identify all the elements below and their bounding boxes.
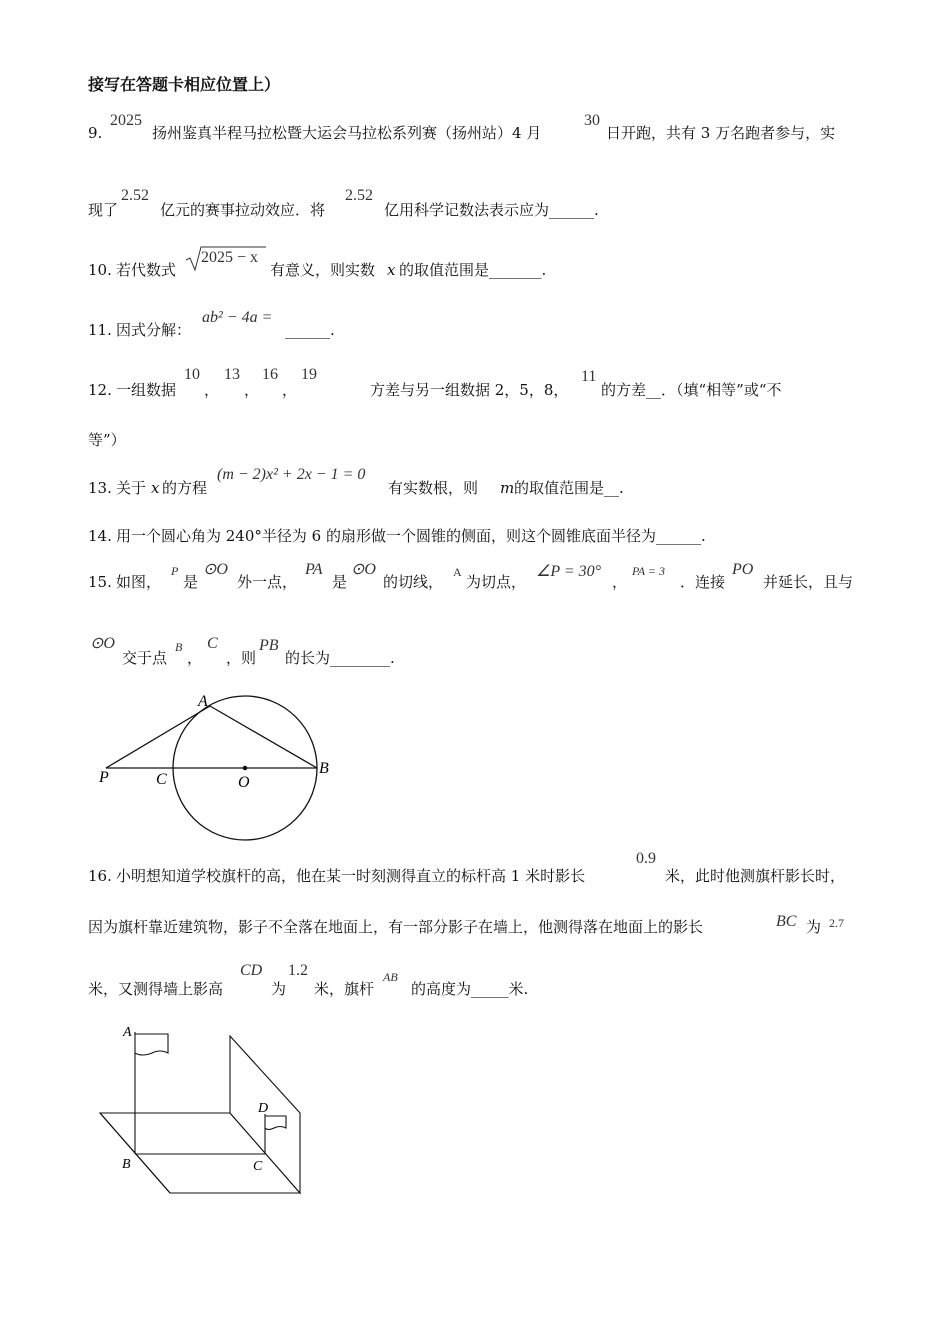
q13-number: 13.	[88, 479, 112, 497]
q12-data-16: 16	[262, 366, 278, 383]
q12-number: 12.	[88, 381, 112, 399]
q11-math-expression: ab² − 4a =	[202, 309, 273, 326]
q15-text-4: 是	[332, 573, 348, 591]
q13-var-x: x	[151, 479, 160, 497]
q16-text-7: 米，旗杆	[314, 980, 375, 998]
q16-math-0-9: 0.9	[636, 850, 656, 867]
q15-math-B: B	[175, 640, 183, 654]
q9-math-2025: 2025	[110, 112, 142, 129]
q15-comma-2: ，	[187, 649, 203, 667]
q9-text-5: 亿用科学记数法表示应为______.	[384, 201, 599, 219]
label-A: A	[123, 1025, 132, 1040]
q12-data-10: 10	[184, 366, 200, 383]
q9-text-2: 日开跑，共有 3 万名跑者参与，实	[606, 124, 836, 142]
q13-text-2: 的方程	[162, 479, 208, 497]
q13-text-1: 关于	[116, 479, 147, 497]
q15-text-10: ，则	[226, 649, 257, 667]
q9-math-30: 30	[584, 112, 600, 129]
q9-number: 9.	[88, 124, 103, 142]
q16-number: 16.	[88, 867, 112, 885]
q15-text-1: 如图，	[116, 573, 162, 591]
chord-AB	[210, 706, 317, 768]
q12-text-2: 方差与另一组数据 2，5，8，	[370, 381, 569, 399]
q12-comma-2: ，	[244, 381, 260, 399]
q15-math-P: P	[171, 564, 179, 578]
q15-math-angle-P: ∠P = 30°	[536, 563, 602, 580]
q16-text-8: 的高度为_____米.	[411, 980, 529, 998]
q15-math-PA: PA	[305, 561, 323, 578]
q16-flagpole-figure	[90, 1018, 310, 1200]
q16-math-CD: CD	[240, 962, 263, 979]
label-O: O	[238, 774, 250, 791]
q11-text-1: 因式分解：	[116, 321, 192, 339]
label-A: A	[198, 693, 208, 710]
q16-math-2-7: 2.7	[829, 916, 844, 930]
q9-math-2-52-b: 2.52	[345, 187, 373, 204]
label-C: C	[156, 771, 167, 788]
q15-math-circle-O-3: ⊙O	[90, 635, 115, 652]
q16-text-2: 米，此时他测旗杆影长时，	[665, 867, 846, 885]
q12-data-13: 13	[224, 366, 240, 383]
center-point	[243, 766, 248, 771]
q13-var-m: m	[500, 479, 515, 497]
q12-data-19: 19	[301, 366, 317, 383]
label-P: P	[99, 769, 109, 786]
q9-math-2-52-a: 2.52	[121, 187, 149, 204]
q12-comma-1: ，	[204, 381, 220, 399]
q12-text-4: 等”）	[88, 431, 126, 449]
q15-math-PA-equals: PA = 3	[632, 564, 665, 578]
q15-math-circle-O-1: ⊙O	[203, 561, 228, 578]
q14-text-1: 用一个圆心角为 240°半径为 6 的扇形做一个圆锥的侧面，则这个圆锥底面半径为______.	[116, 527, 706, 545]
section-heading: 接写在答题卡相应位置上）	[88, 75, 281, 94]
q15-text-5: 的切线，	[383, 573, 444, 591]
q15-comma-1: ，	[612, 573, 628, 591]
q15-math-circle-O-2: ⊙O	[351, 561, 376, 578]
q14-number: 14.	[88, 527, 112, 545]
q12-data-11: 11	[581, 368, 597, 385]
q15-math-PB: PB	[259, 637, 279, 654]
q15-math-PO: PO	[732, 561, 754, 578]
q16-math-1-2: 1.2	[288, 962, 308, 979]
q10-text-3: 的取值范围是_______.	[399, 261, 547, 279]
label-D: D	[258, 1101, 269, 1116]
q16-math-AB: AB	[383, 970, 398, 984]
q10-math-radicand: 2025 − x	[201, 249, 259, 266]
q12-comma-3: ，	[282, 381, 298, 399]
q12-text-3: 的方差__．（填“相等”或“不	[601, 381, 782, 399]
q16-text-1: 小明想知道学校旗杆的高，他在某一时刻测得直立的标杆高 1 米时影长	[116, 867, 586, 885]
q11-text-2: ______.	[285, 321, 335, 339]
q16-text-3: 因为旗杆靠近建筑物，影子不全落在地面上，有一部分影子在墙上，他测得落在地面上的影长	[88, 918, 704, 936]
q16-text-6: 为	[271, 980, 287, 998]
q10-var-x: x	[387, 261, 396, 279]
q13-math-equation: (m − 2)x² + 2x − 1 = 0	[217, 466, 366, 483]
q16-text-4: 为	[806, 918, 822, 936]
q11-number: 11.	[88, 321, 112, 339]
q10-number: 10.	[88, 261, 112, 279]
q15-number: 15.	[88, 573, 112, 591]
label-B: B	[319, 760, 329, 777]
q15-text-8: 并延长，且与	[763, 573, 854, 591]
q9-text-4: 亿元的赛事拉动效应．将	[160, 201, 326, 219]
q13-text-3: 有实数根，则	[388, 479, 479, 497]
q9-text-1: 扬州鉴真半程马拉松暨大运会马拉松系列赛（扬州站）4 月	[152, 124, 542, 142]
q10-text-2: 有意义，则实数	[270, 261, 376, 279]
q16-math-BC: BC	[776, 913, 797, 930]
q13-text-4: 的取值范围是__.	[514, 479, 624, 497]
q15-math-C: C	[207, 635, 218, 652]
q15-circle-figure	[90, 686, 350, 846]
label-C: C	[253, 1159, 263, 1174]
q15-text-11: 的长为________.	[285, 649, 395, 667]
q12-text-1: 一组数据	[116, 381, 177, 399]
q15-text-3: 外一点，	[237, 573, 298, 591]
q15-text-6: 为切点，	[466, 573, 527, 591]
q15-text-2: 是	[183, 573, 199, 591]
q15-math-A: A	[453, 565, 462, 579]
flag-big-icon	[135, 1034, 168, 1055]
label-B: B	[122, 1157, 131, 1172]
q10-text-1: 若代数式	[116, 261, 177, 279]
q15-text-7: ．连接	[680, 573, 726, 591]
q15-text-9: 交于点	[122, 649, 168, 667]
tangent-PA	[106, 706, 210, 768]
q16-text-5: 米，又测得墙上影高	[88, 980, 224, 998]
q9-text-3: 现了	[88, 201, 119, 219]
